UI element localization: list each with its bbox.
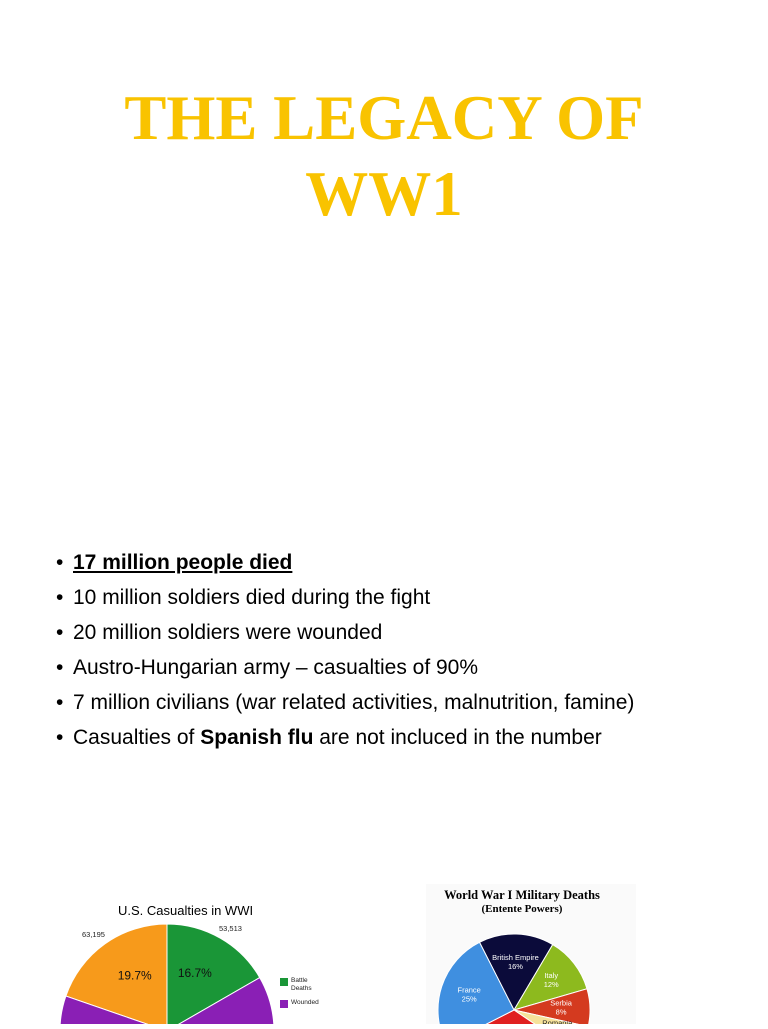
bullet-list bbox=[56, 548, 746, 758]
bullet-text: 17 million people died bbox=[73, 551, 293, 574]
bullet-item bbox=[56, 688, 746, 717]
title-line-2: WW1 bbox=[305, 159, 463, 229]
bullet-item bbox=[56, 583, 746, 612]
bullet-text-post: are not incluced in the number bbox=[313, 726, 602, 749]
slice-percent-label: 16.7% bbox=[177, 965, 212, 980]
title-line-1: THE LEGACY OF bbox=[124, 83, 644, 153]
slice-label: Italy 12% bbox=[543, 971, 559, 990]
chart-title: U.S. Casualties in WWI bbox=[118, 903, 254, 918]
legend-swatch bbox=[280, 978, 288, 986]
chart-title-text: World War I Military Deaths bbox=[444, 888, 600, 902]
chart-title bbox=[426, 888, 618, 916]
legend-label: Battle Deaths bbox=[291, 977, 312, 992]
slice-label: Serbia 8% bbox=[550, 998, 572, 1017]
slice-percent-label: 19.7% bbox=[117, 968, 152, 983]
value-label: 63,195 bbox=[82, 930, 105, 939]
bullet-text-pre: Casualties of bbox=[73, 726, 201, 749]
bullet-item bbox=[56, 548, 746, 577]
slice-label: Romania bbox=[542, 1018, 573, 1024]
bullet-text-bold: Spanish flu bbox=[200, 726, 314, 749]
bullet-text: 20 million soldiers were wounded bbox=[73, 621, 383, 644]
bullet-text: Austro-Hungarian army – casualties of 90% bbox=[73, 656, 479, 679]
bullet-item bbox=[56, 723, 746, 752]
legend-swatch bbox=[280, 1000, 288, 1008]
bullet-item bbox=[56, 653, 746, 682]
us-casualties-chart bbox=[56, 893, 346, 1024]
slice-label: British Empire 16% bbox=[492, 952, 539, 971]
slice-label: France 25% bbox=[457, 985, 481, 1004]
value-label: 53,513 bbox=[219, 924, 242, 933]
chart-subtitle: (Entente Powers) bbox=[481, 903, 563, 915]
military-deaths-chart bbox=[426, 884, 636, 1024]
slide-title bbox=[0, 80, 768, 232]
bullet-text: 10 million soldiers died during the fight bbox=[73, 586, 431, 609]
legend-label: Wounded bbox=[291, 999, 319, 1006]
bullet-item bbox=[56, 618, 746, 647]
bullet-text: 7 million civilians (war related activities, malnutrition, famine) bbox=[73, 691, 635, 714]
